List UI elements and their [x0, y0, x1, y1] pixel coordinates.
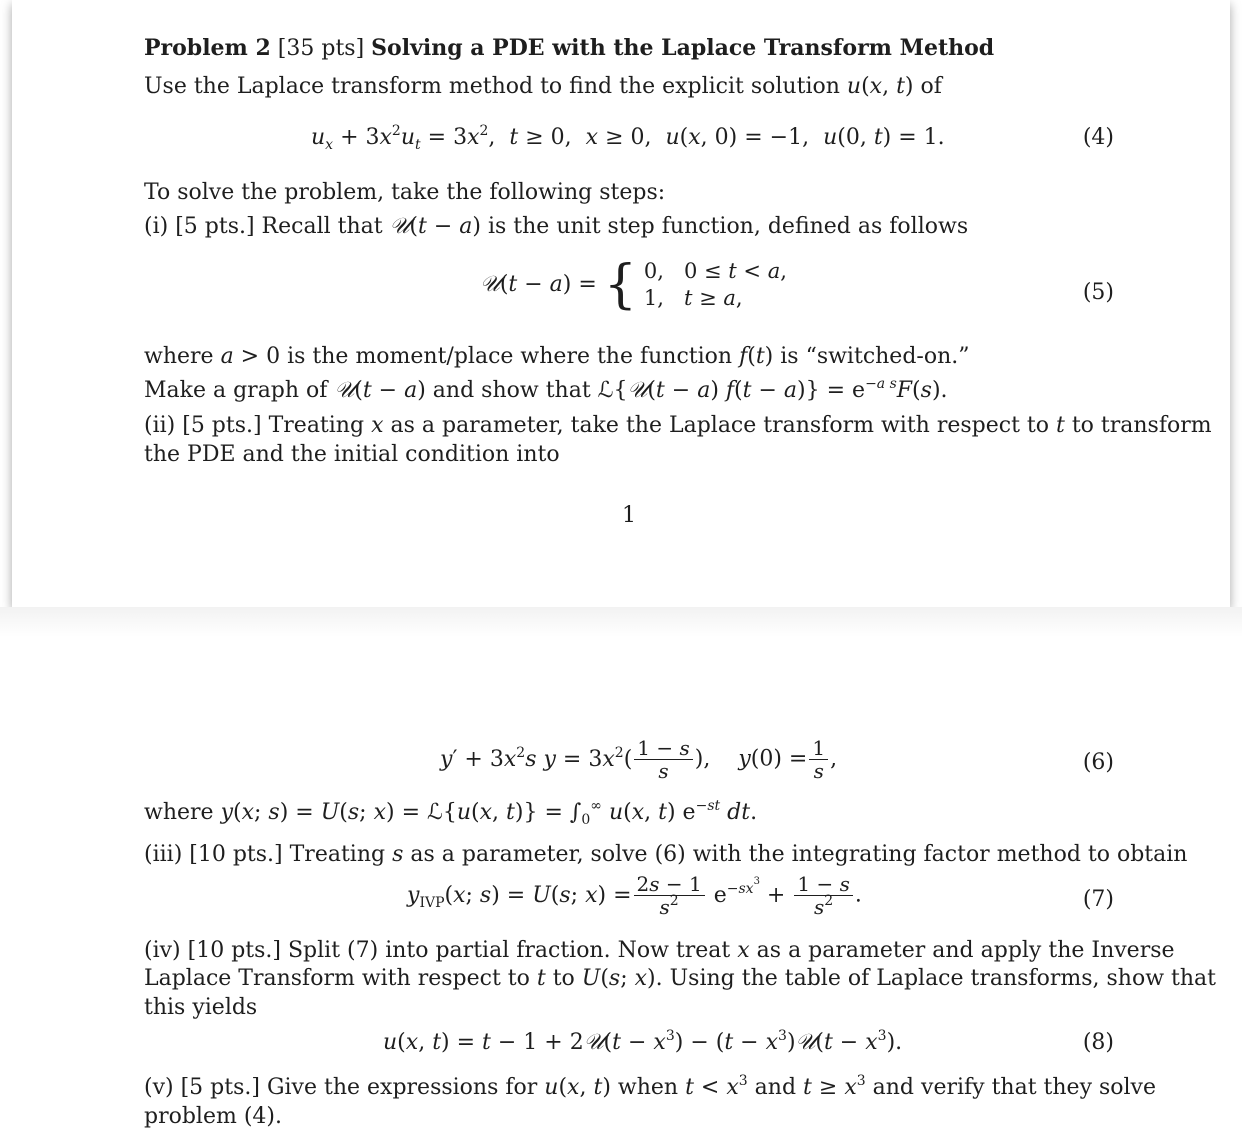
equation-5-number: (5)	[1082, 280, 1114, 305]
document-page-2	[12, 637, 1230, 1139]
step-iii-label: (iii) [10 pts.]	[144, 842, 283, 867]
page-number: 1	[622, 503, 636, 528]
equation-6: $y' + 3x^2s$ $y = 3x^2$( $\frac{1 - s}{s}$ ), y(0) = $\frac{1}{s}$ ,	[440, 736, 838, 783]
step-iv-line-1: (iv) [10 pts.] Split (7) into partial fraction. Now treat x as a parameter and apply the Inverse	[144, 938, 1175, 963]
step-iv-label: (iv) [10 pts.]	[144, 938, 281, 963]
step-v-line-2: problem (4).	[144, 1104, 282, 1129]
step-v-label: (v) [5 pts.]	[144, 1075, 260, 1100]
step-iv-line-3: this yields	[144, 995, 258, 1020]
where-a: where a > 0 is the moment/place where the function f(t) is “switched-on.”	[144, 344, 970, 369]
steps-intro: To solve the problem, take the following steps:	[144, 180, 666, 205]
problem-title	[144, 35, 994, 62]
equation-7: $y_{IVP}(x$; s) = U(s; x) = $\frac{2s - 1}{s^2}$ $e^{-sx^3}$ + $\frac{1 - s}{s^2}$ .	[407, 872, 862, 919]
equation-8-number: (8)	[1082, 1030, 1114, 1055]
equation-5: 𝒰(t − a) = { 0, 0 ≤ t < a, 1, t ≥ a,	[480, 255, 787, 315]
where-y: where y(x; s) = U(s; x) = ℒ{u(x, $t)\} = \int_0^\infty$ u(x, t) $e^{-st}$ dt.	[144, 798, 758, 828]
equation-7-number: (7)	[1082, 887, 1114, 912]
step-iv-line-2: Laplace Transform with respect to t to U(s; x). Using the table of Laplace transforms, show that	[144, 966, 1216, 991]
step-i: (i) [5 pts.] Recall that 𝒰(t − a) is the unit step function, defined as follows	[144, 214, 969, 239]
equation-8: u(x, t) = t − 1 + 2𝒰(t − $x^3) - (t$ − $x^3)𝒰(t - x^3)$.	[383, 1028, 903, 1055]
equation-5-case-1: 0, 0 ≤ t < a,	[643, 259, 787, 283]
equation-4: $u_x + 3x^2u_t = 3x^2$, t ≥ 0, x ≥ 0, u(x, 0) = −1, u(0, t) = 1.	[311, 123, 945, 153]
problem-intro: Use the Laplace transform method to find the explicit solution u(x, t) of	[144, 74, 942, 99]
step-iii: (iii) [10 pts.] Treating s as a parameter, solve (6) with the integrating factor method to obtain	[144, 842, 1188, 867]
step-v-line-1: (v) [5 pts.] Give the expressions for u(x, t) when $t < x^3$ and $t \ge x^3$ and verify that they solve	[144, 1073, 1157, 1100]
step-ii-continued: the PDE and the initial condition into	[144, 442, 560, 467]
step-ii-label: (ii) [5 pts.]	[144, 413, 262, 438]
problem-label: Problem 2	[144, 35, 271, 61]
problem-name: Solving a PDE with the Laplace Transform Method	[371, 35, 995, 61]
step-ii: (ii) [5 pts.] Treating x as a parameter, take the Laplace transform with respect to t to transform	[144, 413, 1212, 438]
make-graph: Make a graph of 𝒰(t − a) and show that ℒ{𝒰(t − a) $f(t - a)\} = e^{-a s}F(s)$.	[144, 376, 948, 403]
equation-5-case-2: 1, t ≥ a,	[643, 286, 743, 310]
equation-4-number: (4)	[1082, 125, 1114, 150]
problem-points: [35 pts]	[277, 36, 365, 61]
page-gap	[0, 607, 1242, 637]
equation-6-number: (6)	[1082, 750, 1114, 775]
step-i-label: (i) [5 pts.]	[144, 214, 255, 239]
document-page-1	[12, 0, 1230, 607]
